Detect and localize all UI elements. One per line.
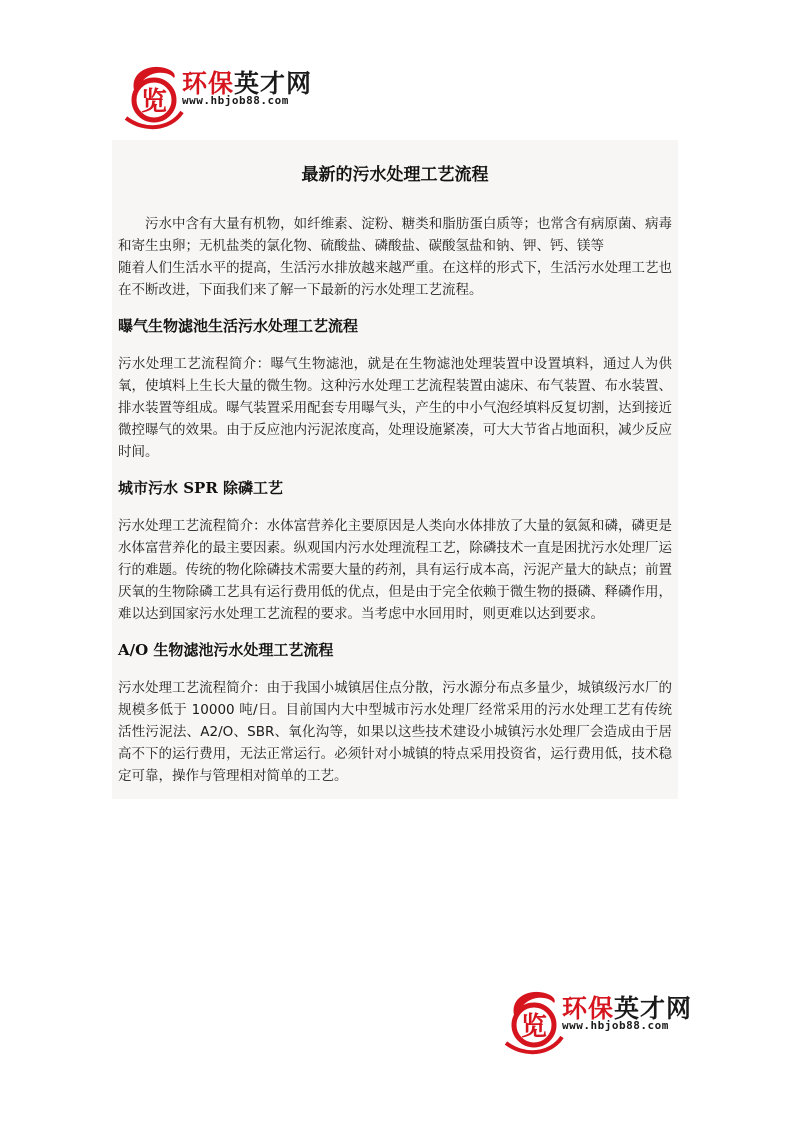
section-heading-3: A/O 生物滤池污水处理工艺流程 [118, 641, 334, 659]
page-title: 最新的污水处理工艺流程 [301, 165, 489, 185]
logo-seal-char: 览 [140, 87, 168, 117]
intro-paragraph-1: 污水中含有大量有机物，如纤维素、淀粉、糖类和脂肪蛋白质等；也常含有病原菌、病毒和寄生虫卵；无机盐类的氯化物、硫酸盐、磷酸盐、碳酸氢盐和钠、钾、钙、镁等 [118, 216, 672, 254]
logo-brand-black: 英才网 [234, 69, 313, 98]
logo-url: www.hbjob88.com [562, 1019, 669, 1032]
section-heading-2: 城市污水 SPR 除磷工艺 [118, 479, 284, 497]
header-logo [124, 60, 314, 130]
section-body-2: 污水处理工艺流程简介：水体富营养化主要原因是人类向水体排放了大量的氨氮和磷，磷更是水体富营养化的最主要因素。纵观国内污水处理流程工艺，除磷技术一直是困扰污水处理厂运行的难题。传统的物化除磷技术需要大量的药剂，具有运行成本高，污泥产量大的缺点；前置厌氧的生物除磷工艺具有运行费用低的优点，但是由于完全依赖于微生物的摄磷、释磷作用，难以达到国家污水处理工艺流程的要求。当考虑中水回用时，则更难以达到要求。 [118, 518, 672, 622]
section-body-1: 污水处理工艺流程简介：曝气生物滤池，就是在生物滤池处理装置中设置填料，通过人为供氧，使填料上生长大量的微生物。这种污水处理工艺流程装置由滤床、布气装置、布水装置、排水装置等组成。曝气装置采用配套专用曝气头，产生的中小气泡经填料反复切割，达到接近微控曝气的效果。由于反应池内污泥浓度高，处理设施紧凑，可大大节省占地面积，减少反应时间。 [118, 356, 672, 460]
intro-paragraph-2: 随着人们生活水平的提高，生活污水排放越来越严重。在这样的形式下，生活污水处理工艺也在不断改进，下面我们来了解一下最新的污水处理工艺流程。 [118, 260, 672, 298]
section-body-3: 污水处理工艺流程简介：由于我国小城镇居住点分散，污水源分布点多量少，城镇级污水厂的规模多低于 10000 吨/日。目前国内大中型城市污水处理厂经常采用的污水处理工艺有传统活性污泥法、A2/O、SBR、氧化沟等，如果以这些技术建设小城镇污水处理厂会造成由于居高不下的运行费用，无法正常运行。必须针对小城镇的特点采用投资省，运行费用低，技术稳定可靠，操作与管理相对简单的工艺。 [118, 680, 672, 784]
logo-brand-black: 英才网 [614, 994, 693, 1023]
footer-logo [504, 985, 694, 1055]
document-body [112, 140, 678, 799]
logo-brand-red: 环保 [562, 994, 615, 1023]
hbjob-logo-icon [124, 60, 184, 130]
logo-seal-char: 览 [520, 1012, 548, 1042]
logo-brand-red: 环保 [182, 69, 235, 98]
hbjob-logo-icon [504, 985, 564, 1055]
section-heading-1: 曝气生物滤池生活污水处理工艺流程 [118, 317, 359, 335]
logo-url: www.hbjob88.com [182, 94, 289, 107]
